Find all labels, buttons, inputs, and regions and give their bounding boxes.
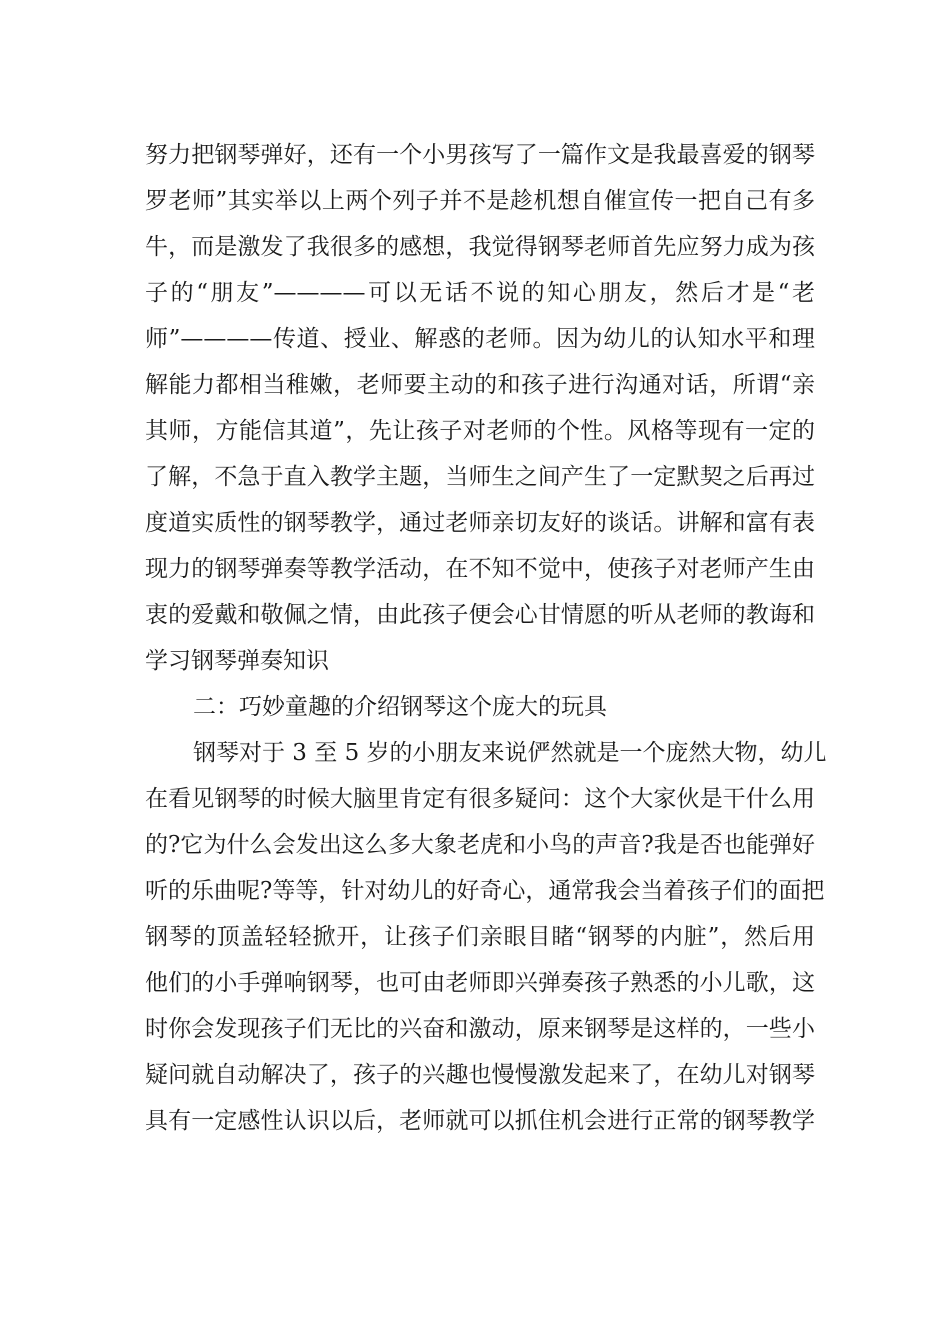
paragraph-line: 现力的钢琴弹奏等教学活动，在不知不觉中，使孩子对老师产生由 <box>145 556 815 582</box>
paragraph-line: 他们的小手弹响钢琴，也可由老师即兴弹奏孩子熟悉的小儿歌，这 <box>145 970 815 996</box>
paragraph-line: 时你会发现孩子们无比的兴奋和激动，原来钢琴是这样的，一些小 <box>145 1016 815 1042</box>
paragraph-line: 解能力都相当稚嫩，老师要主动的和孩子进行沟通对话，所谓“亲 <box>145 372 815 398</box>
paragraph-line: 努力把钢琴弹好，还有一个小男孩写了一篇作文是我最喜爱的钢琴 <box>145 142 815 168</box>
paragraph-line: 学习钢琴弹奏知识 <box>145 648 329 674</box>
paragraph-line: 度道实质性的钢琴教学，通过老师亲切友好的谈话。讲解和富有表 <box>145 510 815 536</box>
paragraph-line: 其师，方能信其道”，先让孩子对老师的个性。风格等现有一定的 <box>145 418 815 444</box>
paragraph-line: 衷的爱戴和敬佩之情，由此孩子便会心甘情愿的听从老师的教诲和 <box>145 602 815 628</box>
section-heading: 二：巧妙童趣的介绍钢琴这个庞大的玩具 <box>193 694 607 720</box>
paragraph-line: 钢琴的顶盖轻轻掀开，让孩子们亲眼目睹“钢琴的内脏”，然后用 <box>145 924 815 950</box>
paragraph-line: 罗老师”其实举以上两个列子并不是趁机想自催宣传一把自己有多 <box>145 188 815 214</box>
paragraph-line: 子的“朋友”————可以无话不说的知心朋友，然后才是“老 <box>145 280 815 306</box>
paragraph-line: 钢琴对于 3 至 5 岁的小朋友来说俨然就是一个庞然大物，幼儿 <box>193 740 827 766</box>
paragraph-line: 了解，不急于直入教学主题，当师生之间产生了一定默契之后再过 <box>145 464 815 490</box>
paragraph-line: 在看见钢琴的时候大脑里肯定有很多疑问：这个大家伙是干什么用 <box>145 786 815 812</box>
paragraph-line: 牛，而是激发了我很多的感想，我觉得钢琴老师首先应努力成为孩 <box>145 234 815 260</box>
paragraph-line: 具有一定感性认识以后，老师就可以抓住机会进行正常的钢琴教学 <box>145 1108 815 1134</box>
paragraph-line: 疑问就自动解决了，孩子的兴趣也慢慢激发起来了，在幼儿对钢琴 <box>145 1062 815 1088</box>
paragraph-line: 的?它为什么会发出这么多大象老虎和小鸟的声音?我是否也能弹好 <box>145 832 815 858</box>
paragraph-line: 师”————传道、授业、解惑的老师。因为幼儿的认知水平和理 <box>145 326 815 352</box>
paragraph-line: 听的乐曲呢?等等，针对幼儿的好奇心，通常我会当着孩子们的面把 <box>145 878 825 904</box>
